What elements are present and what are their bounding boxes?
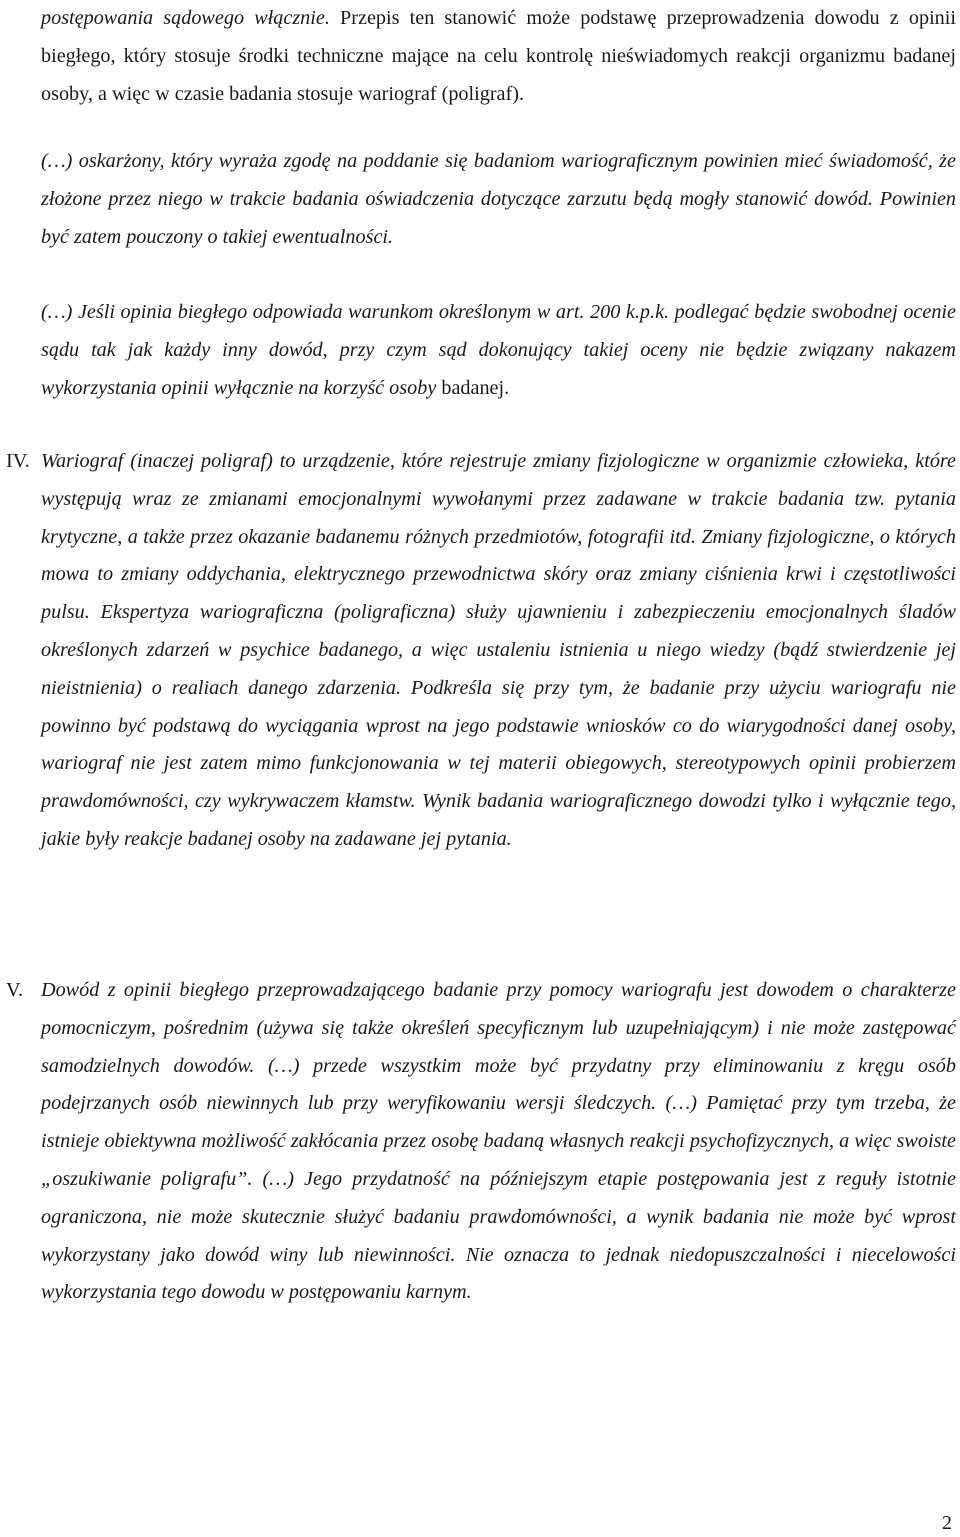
section-iii-intro-regular: Przepis ten stanowić może podstawę przeprowadzenia dowodu z opinii biegłego, który stosuje środki techniczne mające na celu kontrolę nieświadomych reakcji organizmu badanej osoby, a więc w czasie badania stosuje wariograf (poligraf).	[41, 7, 956, 105]
section-iv-marker: IV.	[6, 450, 30, 472]
section-iii-intro	[41, 0, 956, 113]
section-iii-paragraph-3	[41, 294, 956, 407]
section-iii-paragraph-3-end: badanej.	[441, 376, 510, 399]
section-iii-paragraph-3-italic: (…) Jeśli opinia biegłego odpowiada warunkom określonym w art. 200 k.p.k. podlegać będzie swobodnej ocenie sądu tak jak każdy inny dowód, przy czym sąd dokonujący takiej oceny nie będzie związany nakazem wykorzystania opinii wyłącznie na korzyść osoby	[41, 301, 956, 399]
section-iii-paragraph-2: (…) oskarżony, który wyraża zgodę na poddanie się badaniom wariograficznym powinien mieć świadomość, że złożone przez niego w trakcie badania oświadczenia dotyczące zarzutu będą mogły stanowić dowód. Powinien być zatem pouczony o takiej ewentualności.	[41, 150, 956, 248]
section-iii-intro-italic: postępowania sądowego włącznie.	[41, 7, 330, 29]
section-v-paragraph: Dowód z opinii biegłego przeprowadzającego badanie przy pomocy wariografu jest dowodem o charakterze pomocniczym, pośrednim (używa się także określeń specyficznym lub uzupełniającym) i nie może zastępować samodzielnych dowodów. (…) przede wszystkim może być przydatny przy eliminowaniu z kręgu osób podejrzanych osób niewinnych lub przy weryfikowaniu wersji śledczych. (…) Pamiętać przy tym trzeba, że istnieje obiektywna możliwość zakłócania przez osobę badaną własnych reakcji psychofizycznych, a więc swoiste „oszukiwanie poligrafu”. (…) Jego przydatność na późniejszym etapie postępowania jest z reguły istotnie ograniczona, nie może skutecznie służyć badaniu prawdomówności, a wynik badania nie może być wprost wykorzystany jako dowód winy lub niewinności. Nie oznacza to jednak niedopuszczalności i niecelowości wykorzystania tego dowodu w postępowaniu karnym.	[41, 979, 956, 1304]
section-v-marker: V.	[6, 979, 24, 1001]
page-number: 2	[942, 1512, 952, 1534]
section-iv-paragraph: Wariograf (inaczej poligraf) to urządzenie, które rejestruje zmiany fizjologiczne w organizmie człowieka, które występują wraz ze zmianami emocjonalnymi wywołanymi przez zadawane w trakcie badania tzw. pytania krytyczne, a także przez okazanie badanemu różnych przedmiotów, fotografii itd. Zmiany fizjologiczne, o których mowa to zmiany oddychania, elektrycznego przewodnictwa skóry oraz zmiany ciśnienia krwi i częstotliwości pulsu. Ekspertyza wariograficzna (poligraficzna) służy ujawnieniu i zabezpieczeniu emocjonalnych śladów określonych zdarzeń w psychice badanego, a więc ustaleniu istnienia u niego wiedzy (bądź stwierdzenie jej nieistnienia) o realiach danego zdarzenia. Podkreśla się przy tym, że badanie przy użyciu wariografu nie powinno być podstawą do wyciągania wprost na jego podstawie wniosków co do wiarygodności danej osoby, wariograf nie jest zatem mimo funkcjonowania w tej materii obiegowych, stereotypowych opinii probierzem prawdomówności, czy wykrywaczem kłamstw. Wynik badania wariograficznego dowodzi tylko i wyłącznie tego, jakie były reakcje badanej osoby na zadawane jej pytania.	[41, 450, 956, 850]
